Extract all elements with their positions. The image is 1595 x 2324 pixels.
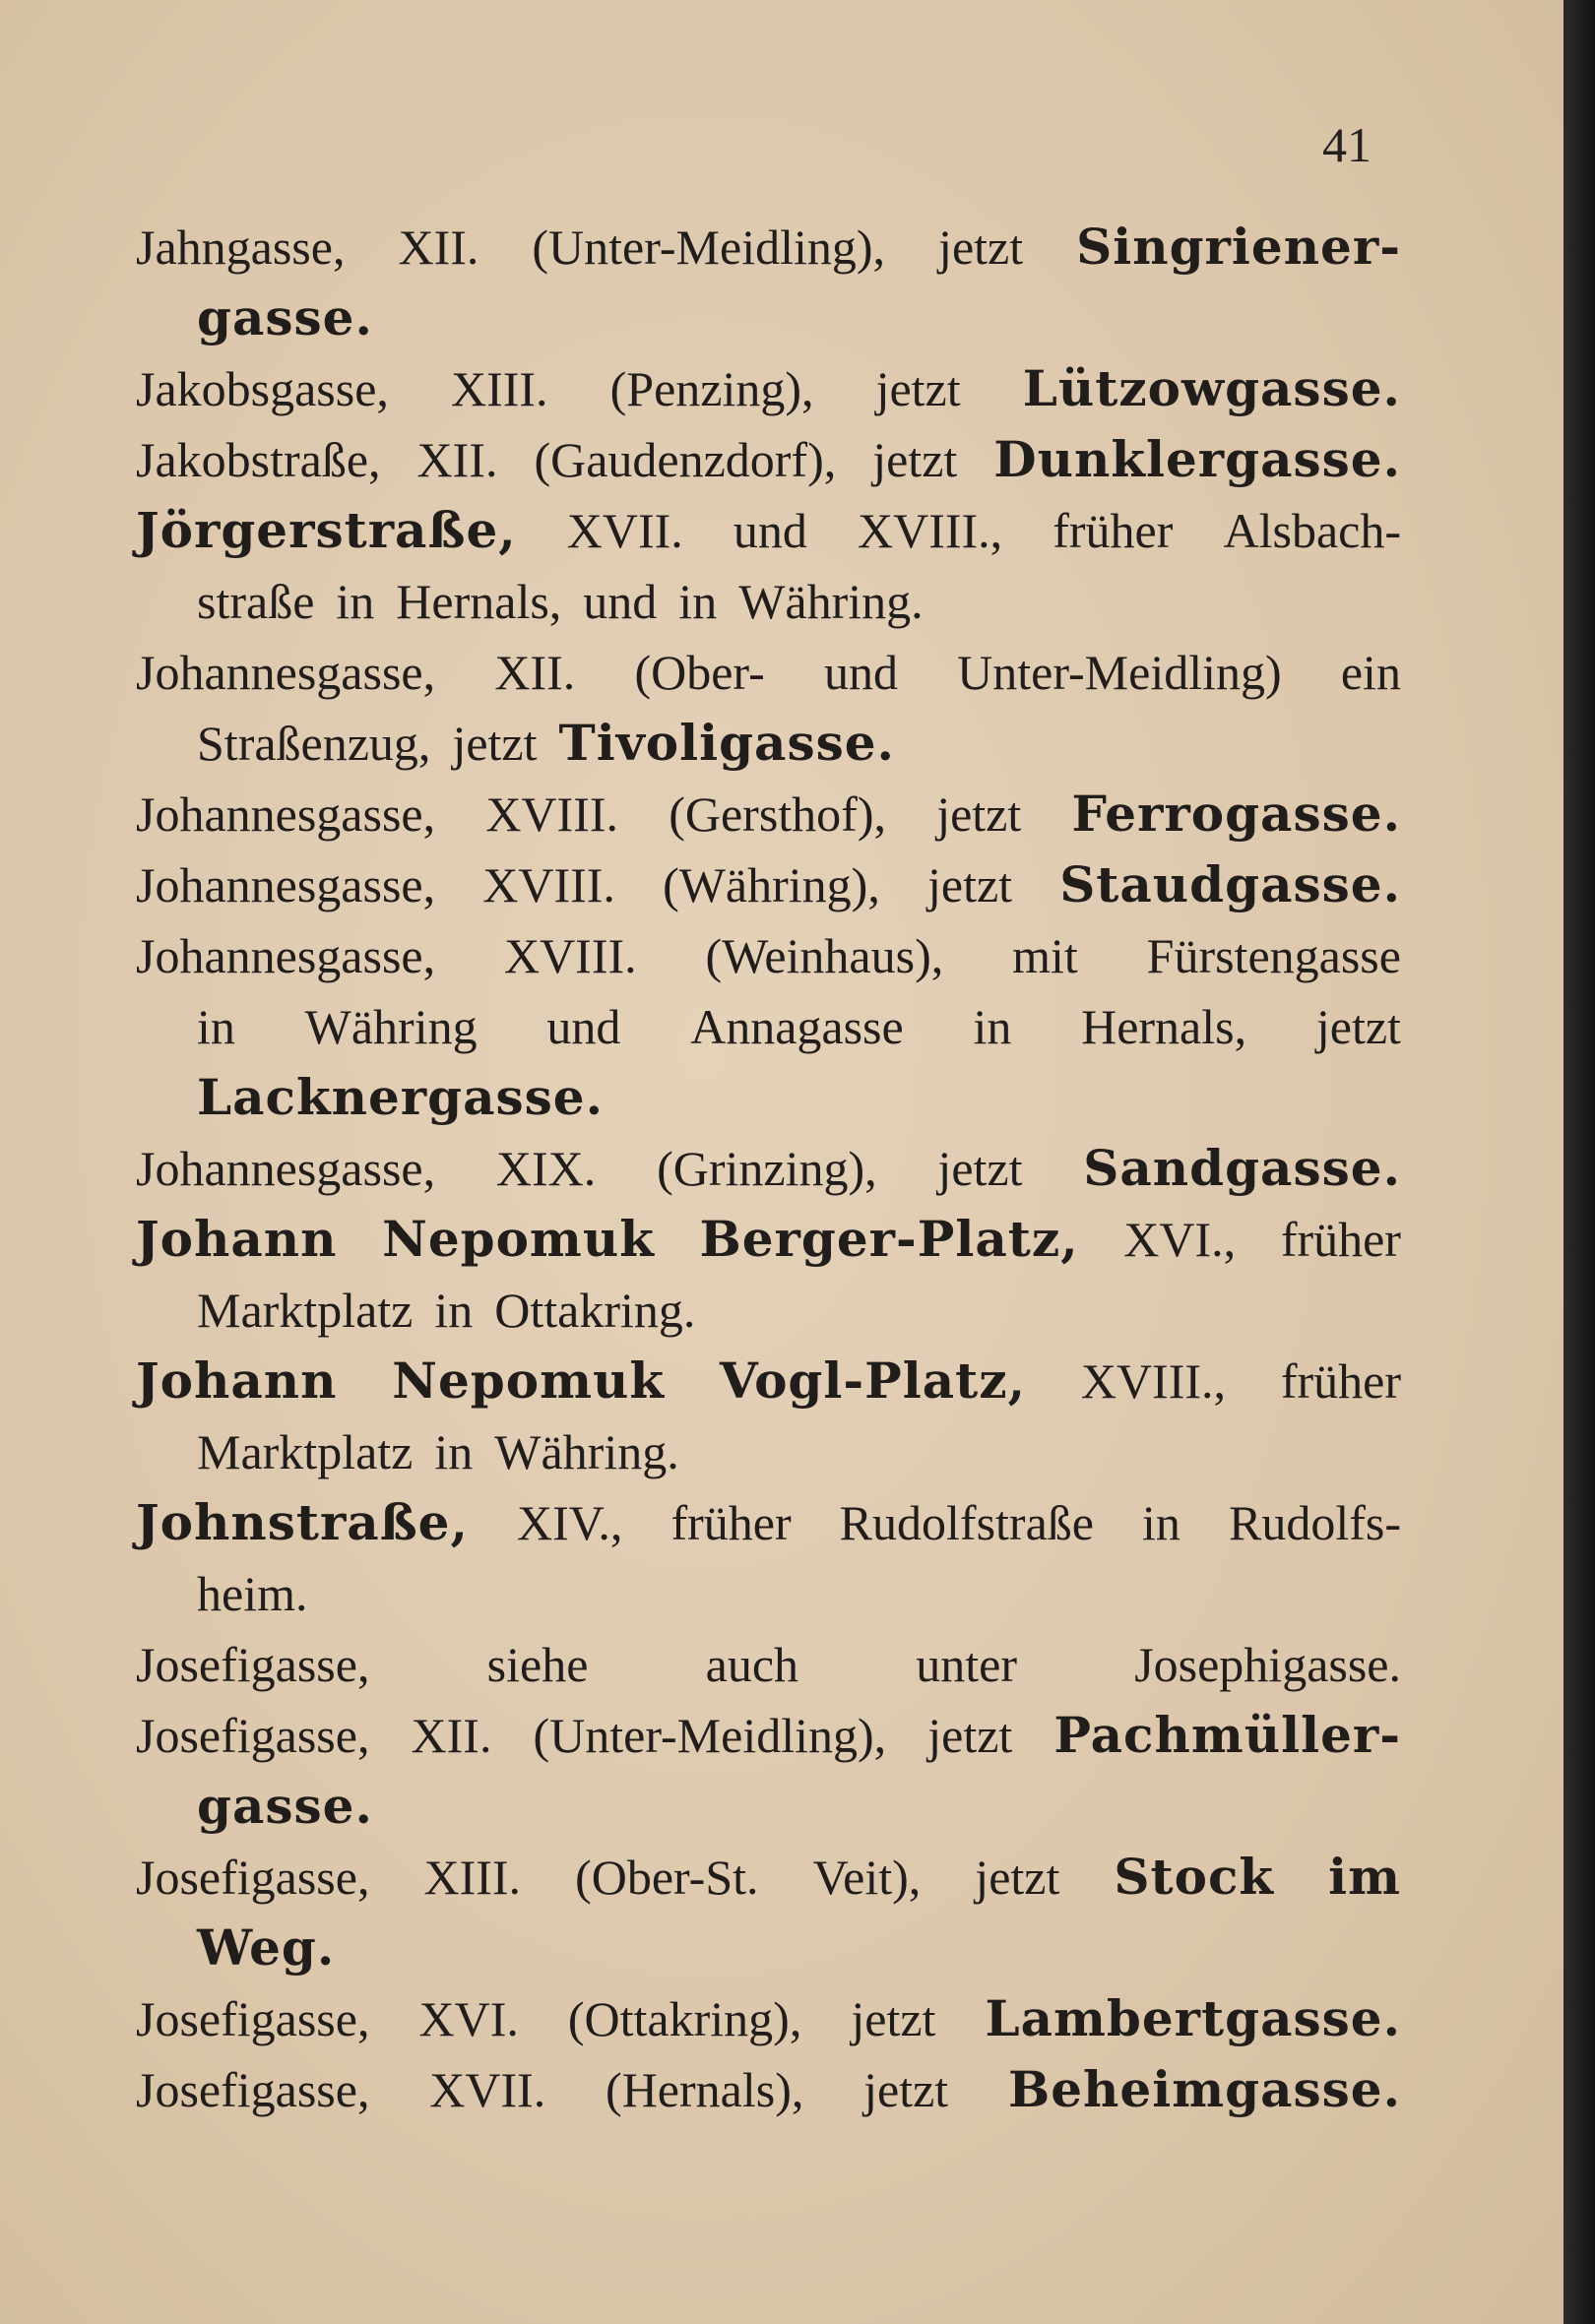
entry-word: XVIII.,	[857, 503, 1003, 558]
entry-word: Johannesgasse,	[136, 645, 436, 700]
street-entry	[136, 1487, 1401, 1629]
entry-word: in	[434, 1424, 474, 1479]
entry-word: früher	[1280, 1353, 1401, 1409]
street-name-bold: Stock	[1114, 1848, 1275, 1906]
street-name-bold: Dunklergasse.	[993, 430, 1401, 488]
entry-word: Rudolfs-	[1228, 1495, 1401, 1550]
entry-word: auch	[705, 1637, 799, 1692]
street-entry	[136, 1346, 1401, 1487]
entry-word: Hernals,	[1081, 999, 1247, 1054]
page-number: 41	[1322, 117, 1372, 172]
entry-word: XII.	[411, 1708, 492, 1763]
entry-line	[136, 566, 1401, 637]
entry-word: Annagasse	[690, 999, 904, 1054]
entry-word: Jahngasse,	[136, 220, 346, 275]
entry-word: XII.	[416, 432, 498, 487]
entry-word: XVIII.	[482, 857, 615, 912]
street-name-bold: Johann	[136, 1210, 338, 1268]
entry-word: und	[733, 503, 807, 558]
entry-word: (Gaudenzdorf),	[534, 432, 837, 487]
entry-line	[136, 2054, 1401, 2125]
entry-word: Straßenzug,	[197, 716, 431, 771]
street-name-bold: Jörgerstraße,	[136, 501, 517, 559]
street-entry	[136, 1700, 1401, 1842]
entry-word: Unter-Meidling)	[957, 645, 1282, 700]
entry-word: in	[197, 999, 235, 1054]
street-entry	[136, 779, 1401, 849]
street-entry	[136, 1133, 1401, 1204]
entry-word: Ottakring.	[494, 1283, 696, 1338]
entry-word: Jakobsgasse,	[136, 361, 389, 416]
entry-word: Johannesgasse,	[136, 928, 436, 983]
entry-word: (Weinhaus),	[705, 928, 944, 983]
street-name-bold: Lützowgasse.	[1022, 359, 1401, 417]
entry-word: und	[546, 999, 621, 1054]
entry-word: XIX.	[495, 1141, 597, 1196]
entry-word: Währing.	[738, 574, 924, 629]
entry-word: Johannesgasse,	[136, 1141, 436, 1196]
entry-word: jetzt	[938, 220, 1024, 275]
street-name-bold: Staudgasse.	[1059, 855, 1401, 913]
entry-word: in	[973, 999, 1012, 1054]
entry-word: jetzt	[1315, 999, 1401, 1054]
street-name-bold: Vogl-Platz,	[719, 1351, 1027, 1410]
entry-word: Währing.	[494, 1424, 679, 1479]
street-name-bold: Singriener-	[1076, 218, 1401, 276]
entry-line	[136, 1913, 1401, 1983]
entry-word: XII.	[398, 220, 479, 275]
entry-word: (Ober-	[634, 645, 765, 700]
street-name-bold: Johnstraße,	[136, 1493, 469, 1551]
entry-line	[136, 353, 1401, 424]
entry-line	[136, 849, 1401, 920]
entry-line	[136, 1346, 1401, 1416]
entry-word: (Penzing),	[609, 361, 814, 416]
entry-word: (Hernals),	[606, 2062, 804, 2117]
entry-word: jetzt	[936, 786, 1022, 842]
entry-word: (Ober-St.	[575, 1850, 759, 1905]
entry-word: (Ottakring),	[567, 1991, 802, 2046]
entry-word: XVII.	[429, 2062, 546, 2117]
entry-word: jetzt	[975, 1850, 1060, 1905]
entry-word: Josefigasse,	[136, 1708, 370, 1763]
entry-line	[136, 1416, 1401, 1487]
entry-word: jetzt	[851, 1991, 936, 2046]
entry-line	[136, 779, 1401, 849]
entry-word: jetzt	[926, 857, 1013, 912]
entry-word: Rudolfstraße	[839, 1495, 1094, 1550]
entry-word: früher	[670, 1495, 792, 1550]
entry-word: jetzt	[452, 716, 538, 771]
street-entry	[136, 920, 1401, 1133]
street-entry	[136, 424, 1401, 495]
street-name-bold: Sandgasse.	[1083, 1139, 1401, 1197]
entry-word: Josephigasse.	[1134, 1637, 1401, 1692]
entry-line	[136, 1983, 1401, 2054]
street-name-bold: Johann	[136, 1351, 338, 1410]
entry-word: jetzt	[937, 1141, 1023, 1196]
entry-line	[136, 495, 1401, 566]
entry-line	[136, 1700, 1401, 1771]
street-name-bold: gasse.	[197, 288, 373, 346]
entry-word: XVIII.	[485, 786, 618, 842]
entry-word: Marktplatz	[197, 1283, 414, 1338]
street-entry	[136, 1629, 1401, 1700]
entry-line	[136, 1771, 1401, 1842]
entry-word: Johannesgasse,	[136, 786, 436, 842]
entry-word: XIV.,	[516, 1495, 623, 1550]
entry-word: früher	[1280, 1212, 1401, 1267]
entry-word: Alsbach-	[1223, 503, 1401, 558]
entry-word: XVIII.,	[1080, 1353, 1227, 1409]
entry-line	[136, 708, 1401, 779]
street-name-bold: Lambertgasse.	[985, 1989, 1401, 2047]
street-entry	[136, 1842, 1401, 1983]
entry-line	[136, 637, 1401, 708]
street-entry	[136, 212, 1401, 353]
street-name-bold: Nepomuk	[392, 1351, 666, 1410]
entry-word: unter	[916, 1637, 1017, 1692]
entry-word: Jakobstraße,	[136, 432, 381, 487]
entry-word: Johannesgasse,	[136, 857, 436, 912]
entry-line	[136, 424, 1401, 495]
street-entry	[136, 353, 1401, 424]
entry-line	[136, 920, 1401, 991]
entry-line	[136, 1133, 1401, 1204]
entry-word: jetzt	[927, 1708, 1013, 1763]
entry-word: XVII.	[566, 503, 683, 558]
street-name-bold: im	[1328, 1848, 1401, 1906]
entry-word: und	[823, 645, 898, 700]
entry-word: XVIII.	[503, 928, 637, 983]
entry-word: Marktplatz	[197, 1424, 414, 1479]
entry-word: früher	[1053, 503, 1174, 558]
entry-word: und	[583, 574, 658, 629]
entry-word: Josefigasse,	[136, 2062, 370, 2117]
entry-word: (Grinzing),	[657, 1141, 877, 1196]
street-entry	[136, 637, 1401, 779]
street-name-bold: Lacknergasse.	[197, 1068, 605, 1126]
entry-word: jetzt	[863, 2062, 949, 2117]
entry-word: (Gersthof),	[669, 786, 886, 842]
entry-line	[136, 1275, 1401, 1346]
entry-word: heim.	[197, 1566, 308, 1621]
street-name-bold: Berger-Platz,	[699, 1210, 1079, 1268]
entry-word: in	[434, 1283, 474, 1338]
entry-word: (Unter-Meidling),	[532, 220, 886, 275]
entry-word: mit	[1012, 928, 1078, 983]
street-name-bold: Nepomuk	[382, 1210, 655, 1268]
street-entry	[136, 495, 1401, 637]
entry-word: in	[336, 574, 375, 629]
street-index-list	[136, 212, 1401, 2125]
entry-word: Josefigasse,	[136, 1850, 370, 1905]
entry-line	[136, 991, 1401, 1062]
entry-word: Veit),	[812, 1850, 922, 1905]
entry-line	[136, 1629, 1401, 1700]
entry-word: XIII.	[423, 1850, 522, 1905]
street-entry	[136, 1204, 1401, 1346]
entry-word: Fürstengasse	[1146, 928, 1401, 983]
street-name-bold: Tivoligasse.	[558, 714, 895, 772]
entry-line	[136, 1842, 1401, 1913]
street-name-bold: gasse.	[197, 1777, 373, 1835]
entry-word: (Unter-Meidling),	[533, 1708, 887, 1763]
entry-line	[136, 283, 1401, 353]
entry-word: Josefigasse,	[136, 1991, 370, 2046]
street-entry	[136, 849, 1401, 920]
street-entry	[136, 2054, 1401, 2125]
entry-line	[136, 1487, 1401, 1558]
street-name-bold: Weg.	[197, 1918, 336, 1977]
entry-word: in	[678, 574, 718, 629]
book-spine	[1563, 0, 1595, 2324]
entry-word: straße	[197, 574, 315, 629]
entry-word: siehe	[486, 1637, 589, 1692]
entry-word: XII.	[494, 645, 576, 700]
street-name-bold: Pachmüller-	[1053, 1706, 1401, 1764]
entry-word: (Währing),	[663, 857, 880, 912]
entry-word: Hernals,	[396, 574, 562, 629]
entry-word: jetzt	[875, 361, 961, 416]
entry-word: ein	[1340, 645, 1401, 700]
entry-line	[136, 212, 1401, 283]
entry-word: XVI.,	[1123, 1212, 1237, 1267]
entry-word: Josefigasse,	[136, 1637, 370, 1692]
entry-line	[136, 1062, 1401, 1133]
street-name-bold: Beheimgasse.	[1007, 2060, 1401, 2118]
entry-word: XIII.	[450, 361, 548, 416]
street-entry	[136, 1983, 1401, 2054]
entry-word: XVI.	[418, 1991, 519, 2046]
street-name-bold: Ferrogasse.	[1071, 785, 1401, 843]
entry-line	[136, 1204, 1401, 1275]
entry-word: Währing	[304, 999, 478, 1054]
entry-line	[136, 1558, 1401, 1629]
entry-word: jetzt	[872, 432, 958, 487]
entry-word: in	[1142, 1495, 1180, 1550]
